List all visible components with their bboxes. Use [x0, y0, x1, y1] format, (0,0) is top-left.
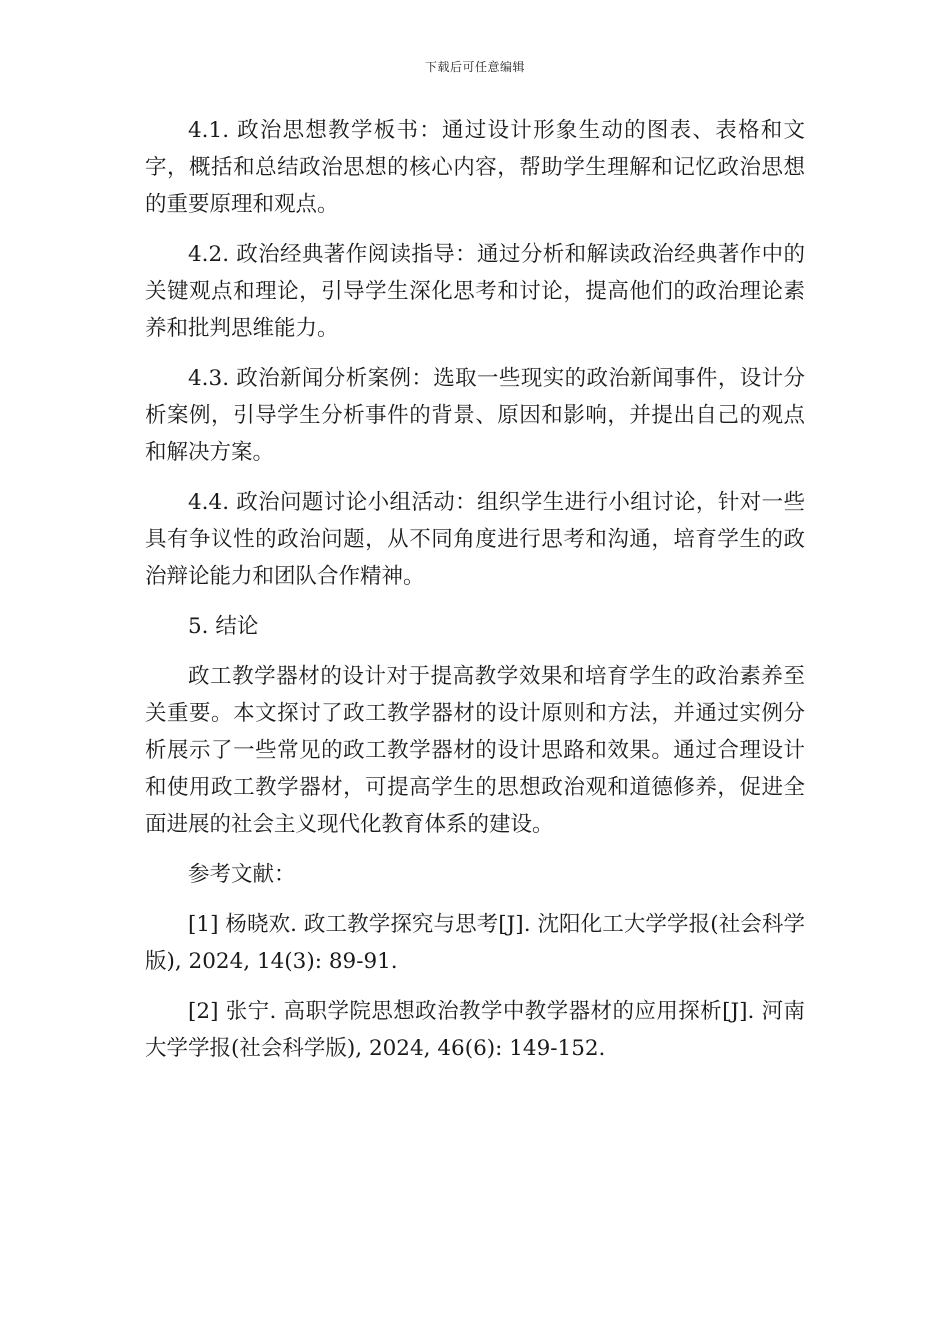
reference-item-2: [2] 张宁. 高职学院思想政治教学中教学器材的应用探析[J]. 河南大学学报(社会科学版), 2024, 46(6): 149-152. [145, 999, 805, 1061]
section-4-2-paragraph: 4.2. 政治经典著作阅读指导：通过分析和解读政治经典著作中的关键观点和理论，引导学生深化思考和讨论，提高他们的政治理论素养和批判思维能力。 [145, 242, 805, 341]
references-heading: 参考文献： [188, 862, 296, 887]
section-4-1-paragraph: 4.1. 政治思想教学板书：通过设计形象生动的图表、表格和文字，概括和总结政治思想的核心内容，帮助学生理解和记忆政治思想的重要原理和观点。 [145, 118, 805, 217]
page-header: 下载后可任意编辑 [424, 60, 525, 74]
conclusion-paragraph: 政工教学器材的设计对于提高教学效果和培育学生的政治素养至关重要。本文探讨了政工教学器材的设计原则和方法，并通过实例分析展示了一些常见的政工教学器材的设计思路和效果。通过合理设计和使用政工教学器材，可提高学生的思想政治观和道德修养，促进全面进展的社会主义现代化教育体系的建设。 [145, 664, 805, 837]
document-body [145, 112, 805, 1080]
section-4-3-paragraph: 4.3. 政治新闻分析案例：选取一些现实的政治新闻事件，设计分析案例，引导学生分析事件的背景、原因和影响，并提出自己的观点和解决方案。 [145, 366, 805, 465]
reference-item-1: [1] 杨晓欢. 政工教学探究与思考[J]. 沈阳化工大学学报(社会科学版), 2024, 14(3): 89-91. [145, 912, 805, 974]
section-5-heading: 5. 结论 [188, 614, 259, 639]
section-4-4-paragraph: 4.4. 政治问题讨论小组活动：组织学生进行小组讨论，针对一些具有争议性的政治问题，从不同角度进行思考和沟通，培育学生的政治辩论能力和团队合作精神。 [145, 490, 805, 589]
